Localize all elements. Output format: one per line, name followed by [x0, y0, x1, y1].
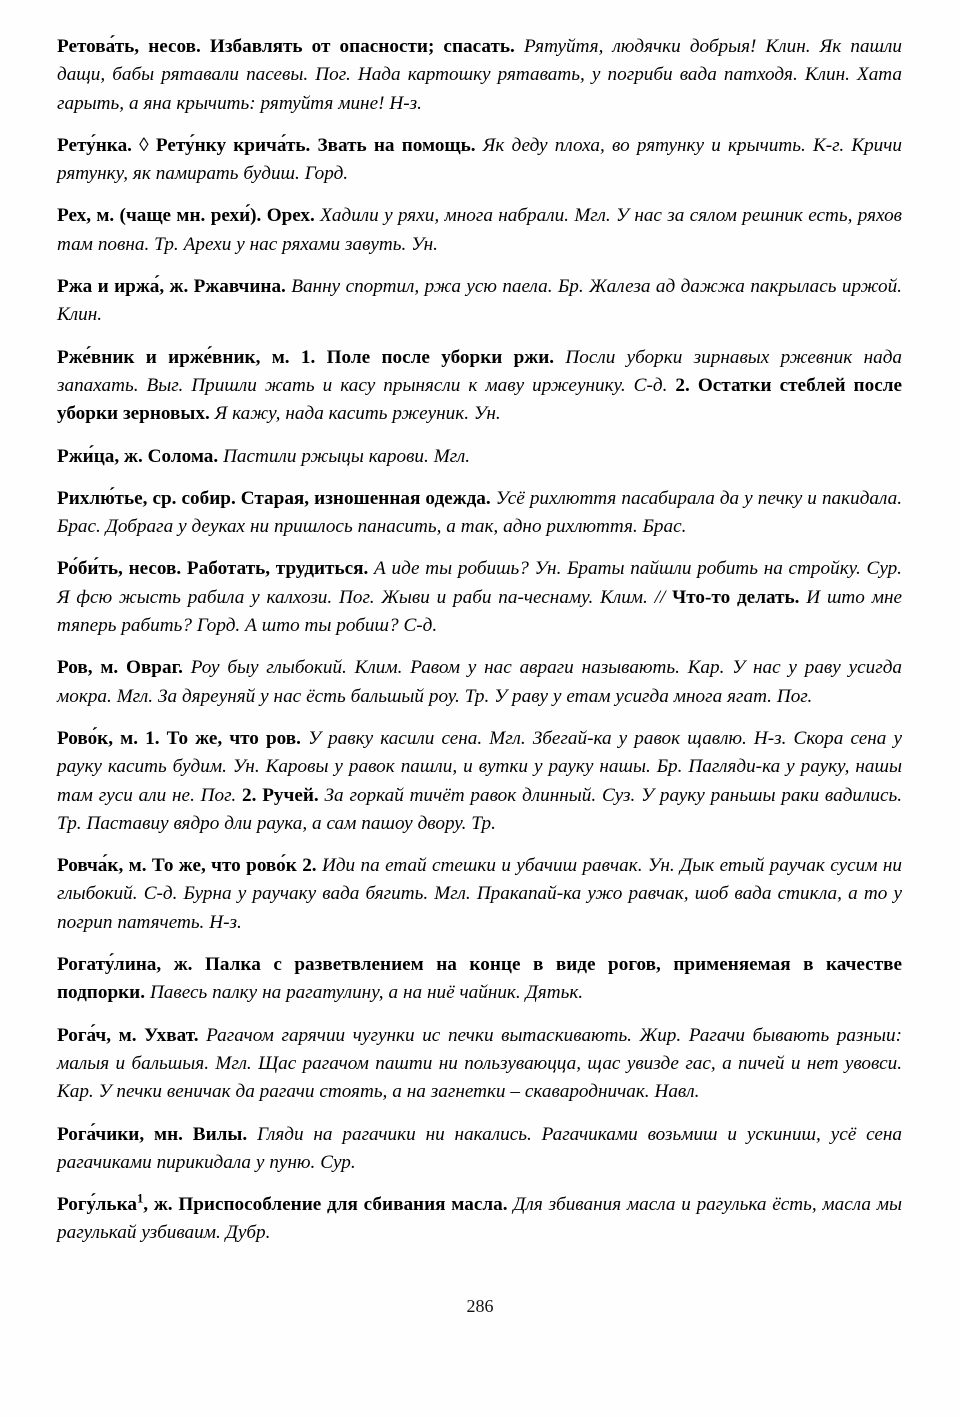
headword-rogulka-homonym-index: 1 — [136, 1191, 144, 1206]
dictionary-entry-rovok — [57, 725, 902, 838]
dictionary-entry-retunka — [57, 132, 902, 189]
dictionary-entry-rogach — [57, 1022, 902, 1107]
dictionary-entry-rihlyute — [57, 485, 902, 542]
examples-rogachiki: Гляди на рагачики ни накались. Рагачиками возьмиш и ускиниш, усё сена рагачиками пирикидала у пуню. Сур. — [57, 1123, 902, 1173]
examples-rovok-sense-2: За горкай тичёт равок длинный. Суз. У рауку раньшы раки вадились. Тр. Паставиу вядро дли раука, а сам пашоу двору. Тр. — [57, 784, 903, 834]
headword-rzhevnik-sense-2: 2. Остатки стеблей после уборки зерновых. — [57, 374, 902, 425]
examples-rov: Роу быу глыбокий. Клим. Равом у нас авраги называють. Кар. У нас у раву усигда мокра. Мгл. За дяреуняй у нас ёсть бальшый роу. Тр. У раву у етам усигда многа ягат. Пог. — [57, 657, 903, 707]
examples-rogulka: Для збивания масла и рагулька ёсть, масла мы рагулькай узбиваим. Дубр. — [57, 1194, 902, 1244]
examples-robit-sense-2: И што мне тяперь рабить? Горд. А што ты робиш? С-д. — [57, 586, 902, 637]
examples-retunka: Як деду плоха, во рятунку и крычить. К-г. Кричи рятунку, як памирать будиш. Горд. — [57, 134, 903, 185]
dictionary-entry-rogatulina — [57, 951, 902, 1008]
headword-rzhevnik-sense-1: Рже́вник и ирже́вник, м. 1. Поле после уборки ржи. — [57, 346, 555, 368]
page-number: 286 — [466, 1296, 494, 1316]
headword-robit-sense-2: Что-то делать. — [672, 586, 800, 608]
examples-retovat: Рятуйтя, людячки добрыя! Клин. Як пашли дащи, бабы рятавали пасевы. Пог. Нада картошку рятавать, у погриби вада патходя. Клин. Хата гарыть, а яна крычить: рятуйтя мине! Н-з. — [57, 36, 902, 114]
examples-rogach: Рагачом гарячии чугунки ис печки вытаскивають. Жир. Рагачи бывають разныи: малыя и бальшыя. Мгл. Щас рагачом пашти ни пользуваюцца, щас увизде гас, а пичей и нет увовси. Кар. У печки веничак да рагачи стоять, а на загнетки – скавародничак. Навл. — [57, 1024, 902, 1103]
dictionary-entry-rzha — [57, 273, 902, 330]
examples-reh: Хадили у ряхи, многа набрали. Мгл. У нас за сялом решник есть, ряхов там повна. Тр. Арехи у нас ряхами завуть. Ун. — [57, 205, 902, 255]
headword-rogachiki: Рога́чики, мн. Вилы. — [57, 1123, 248, 1145]
examples-rzha: Ванну спортил, ржа усю паела. Бр. Жалеза ад дажжа пакрылась иржой. Клин. — [57, 276, 902, 326]
examples-rzhitsa: Пастили ржыцы карови. Мгл. — [223, 445, 471, 467]
dictionary-entry-rzhitsa — [57, 443, 902, 471]
headword-retovat: Ретова́ть, несов. Избавлять от опасности; спасать. — [57, 36, 515, 57]
headword-rihlyute: Рихлю́тье, ср. собир. Старая, изношенная одежда. — [57, 487, 491, 509]
examples-rogatulina: Павесь палку на рагатулину, а на ниё чайник. Дятьк. — [149, 982, 584, 1004]
headword-reh: Рех, м. (чаще мн. рехи́). Орех. — [57, 205, 315, 227]
dictionary-entry-rov — [57, 654, 902, 711]
dictionary-entry-rzhevnik — [57, 344, 902, 429]
headword-rogulka — [57, 1191, 508, 1216]
examples-rzhevnik-sense-2: Я кажу, нада касить ржеуник. Ун. — [214, 403, 501, 425]
examples-rovok-sense-1: У равку касили сена. Мгл. Збегай-ка у равок щавлю. Н-з. Скора сена у рауку касить будим. Ун. Каровы у равок пашли, и вутки у рауку нашы. Бр. Пагляди-ка у рауку, нашы там гуси али не. Пог. — [57, 727, 902, 806]
dictionary-entry-rovchak — [57, 852, 902, 937]
examples-rzhevnik-sense-1: Посли уборки зирнавых ржевник нада запахать. Выг. Пришли жать и касу прынясли к маву иржеунику. С-д. — [57, 346, 902, 396]
examples-rihlyute: Усё рихлюття пасабирала да у печку и пакидала. Брас. Добрага у деуках ни пришлось панасить, а так, адно рихлюття. Брас. — [57, 487, 902, 538]
dictionary-entry-retovat — [57, 33, 902, 118]
dictionary-entry-rogulka — [57, 1191, 902, 1248]
examples-rovchak: Иди па етай стешки и убачиш равчак. Ун. Дык етый раучак сусим ни глыбокий. С-д. Бурна у раучаку вада бягить. Мгл. Пракапай-ка ужо равчак, шоб вада стикла, а то у погрип патячеть. Н-з. — [57, 855, 902, 933]
headword-rovok-sense-1: Рово́к, м. 1. То же, что ров. — [57, 727, 301, 749]
headword-rzha: Ржа и иржа́, ж. Ржавчина. — [57, 276, 286, 298]
headword-rov: Ров, м. Овраг. — [57, 657, 183, 679]
headword-retunka: Рету́нка. ◊ Рету́нку крича́ть. Звать на помощь. — [57, 134, 476, 156]
headword-rogulka-gloss: , ж. Приспособление для сбивания масла. — [143, 1194, 508, 1216]
dictionary-entries-column — [57, 33, 902, 1248]
headword-rogulka-word: Рогу́лька — [57, 1194, 137, 1216]
dictionary-entry-reh — [57, 202, 902, 259]
headword-rovok-sense-2: 2. Ручей. — [242, 784, 319, 806]
headword-rogach: Рога́ч, м. Ухват. — [57, 1024, 199, 1046]
dictionary-entry-robit — [57, 555, 902, 640]
headword-rovchak: Ровча́к, м. То же, что рово́к 2. — [57, 855, 317, 877]
headword-rogatulina: Рогату́лина, ж. Палка с разветвлением на конце в виде рогов, применяемая в качестве подпорки. — [57, 954, 902, 1004]
headword-robit-sense-1: Ро́би́ть, несов. Работать, трудиться. — [57, 558, 369, 580]
examples-robit-sense-1: А иде ты робишь? Ун. Браты пайшли робить на стройку. Сур. Я фсю жысть рабила у калхози. Пог. Жыви и раби па-чеснаму. Клим. // — [57, 558, 902, 608]
headword-rzhitsa: Ржи́ца, ж. Солома. — [57, 445, 219, 467]
dictionary-entry-rogachiki — [57, 1121, 902, 1178]
